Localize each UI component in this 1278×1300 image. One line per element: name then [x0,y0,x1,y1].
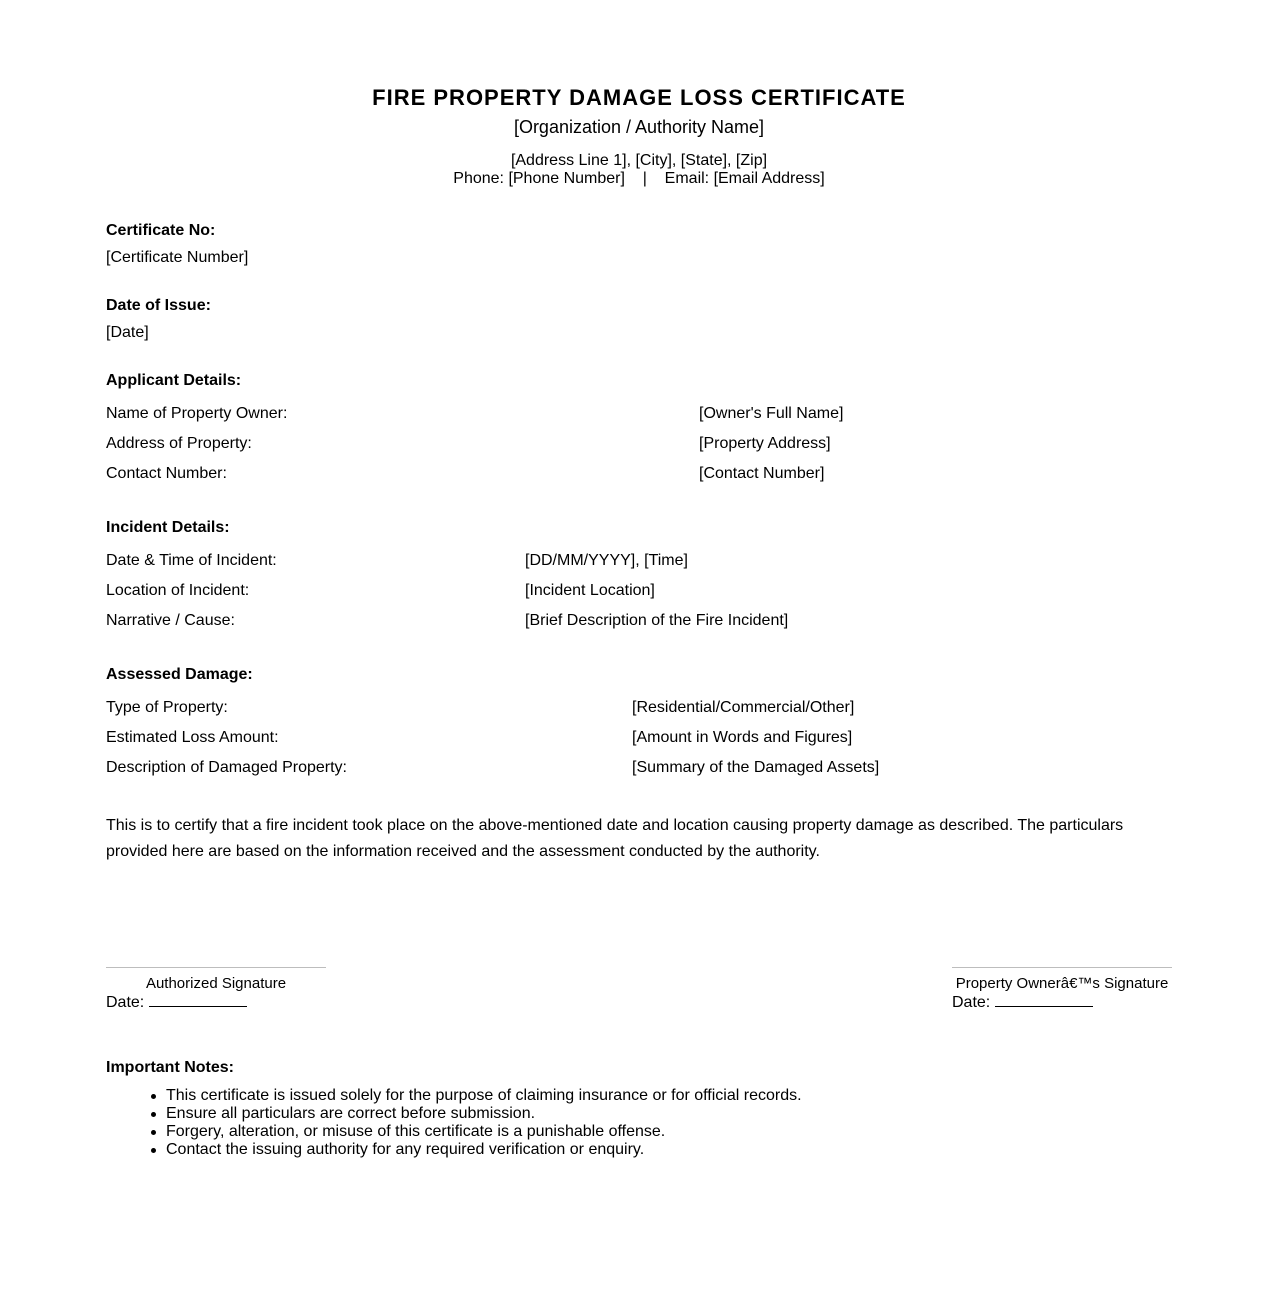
certificate-no-value: [Certificate Number] [106,249,249,266]
assessed-damage-heading: Assessed Damage: [106,666,253,683]
owner-signature-date [952,992,1093,1012]
incident-row-value: [Incident Location] [525,582,655,599]
list-item: Contact the issuing authority for any required verification or enquiry. [166,1141,802,1159]
applicant-row-label: Contact Number: [106,465,227,482]
authorized-signature-date [106,992,247,1012]
incident-row-label: Date & Time of Incident: [106,552,277,569]
authorized-signature-line [106,967,326,968]
incident-row-label: Location of Incident: [106,582,250,599]
applicant-row-label: Address of Property: [106,435,252,452]
damage-row-value: [Amount in Words and Figures] [632,729,853,746]
incident-details-heading: Incident Details: [106,519,230,536]
organization-contact: Phone: [Phone Number] | Email: [Email Address] [453,170,825,187]
important-notes-list [166,1087,802,1159]
damage-row-value: [Residential/Commercial/Other] [632,699,855,716]
applicant-row-label: Name of Property Owner: [106,405,288,422]
date-blank-line [149,992,247,1007]
damage-row-label: Type of Property: [106,699,228,716]
damage-row-label: Estimated Loss Amount: [106,729,279,746]
certification-paragraph: This is to certify that a fire incident took place on the above-mentioned date and location causing property damage as described. The particulars provided here are based on the information received and the assessment conducted by the authority. [106,817,1124,860]
incident-row-value: [Brief Description of the Fire Incident] [525,612,789,629]
authorized-signature-label: Authorized Signature [145,975,287,992]
organization-name: [Organization / Authority Name] [513,117,765,137]
certificate-no-label: Certificate No: [106,222,216,239]
list-item: Ensure all particulars are correct before submission. [166,1105,802,1123]
organization-address: [Address Line 1], [City], [State], [Zip] [510,152,768,169]
damage-row-label: Description of Damaged Property: [106,759,347,776]
applicant-details-heading: Applicant Details: [106,372,242,389]
important-notes-heading: Important Notes: [106,1059,234,1076]
list-item: This certificate is issued solely for the purpose of claiming insurance or for official records. [166,1087,802,1104]
document-title: FIRE PROPERTY DAMAGE LOSS CERTIFICATE [372,85,906,110]
date-label: Date: [106,994,149,1011]
incident-row-value: [DD/MM/YYYY], [Time] [525,552,688,569]
date-blank-line [995,992,1093,1007]
owner-signature-label: Property Ownerâ€™s Signature [955,975,1169,992]
damage-row-value: [Summary of the Damaged Assets] [632,759,880,776]
applicant-row-value: [Contact Number] [699,465,825,482]
date-of-issue-label: Date of Issue: [106,297,211,314]
applicant-row-value: [Owner's Full Name] [699,405,844,422]
incident-row-label: Narrative / Cause: [106,612,235,629]
owner-signature-line [952,967,1172,968]
date-label: Date: [952,994,995,1011]
applicant-row-value: [Property Address] [699,435,831,452]
date-of-issue-value: [Date] [106,324,149,341]
list-item: Forgery, alteration, or misuse of this certificate is a punishable offense. [166,1123,802,1141]
